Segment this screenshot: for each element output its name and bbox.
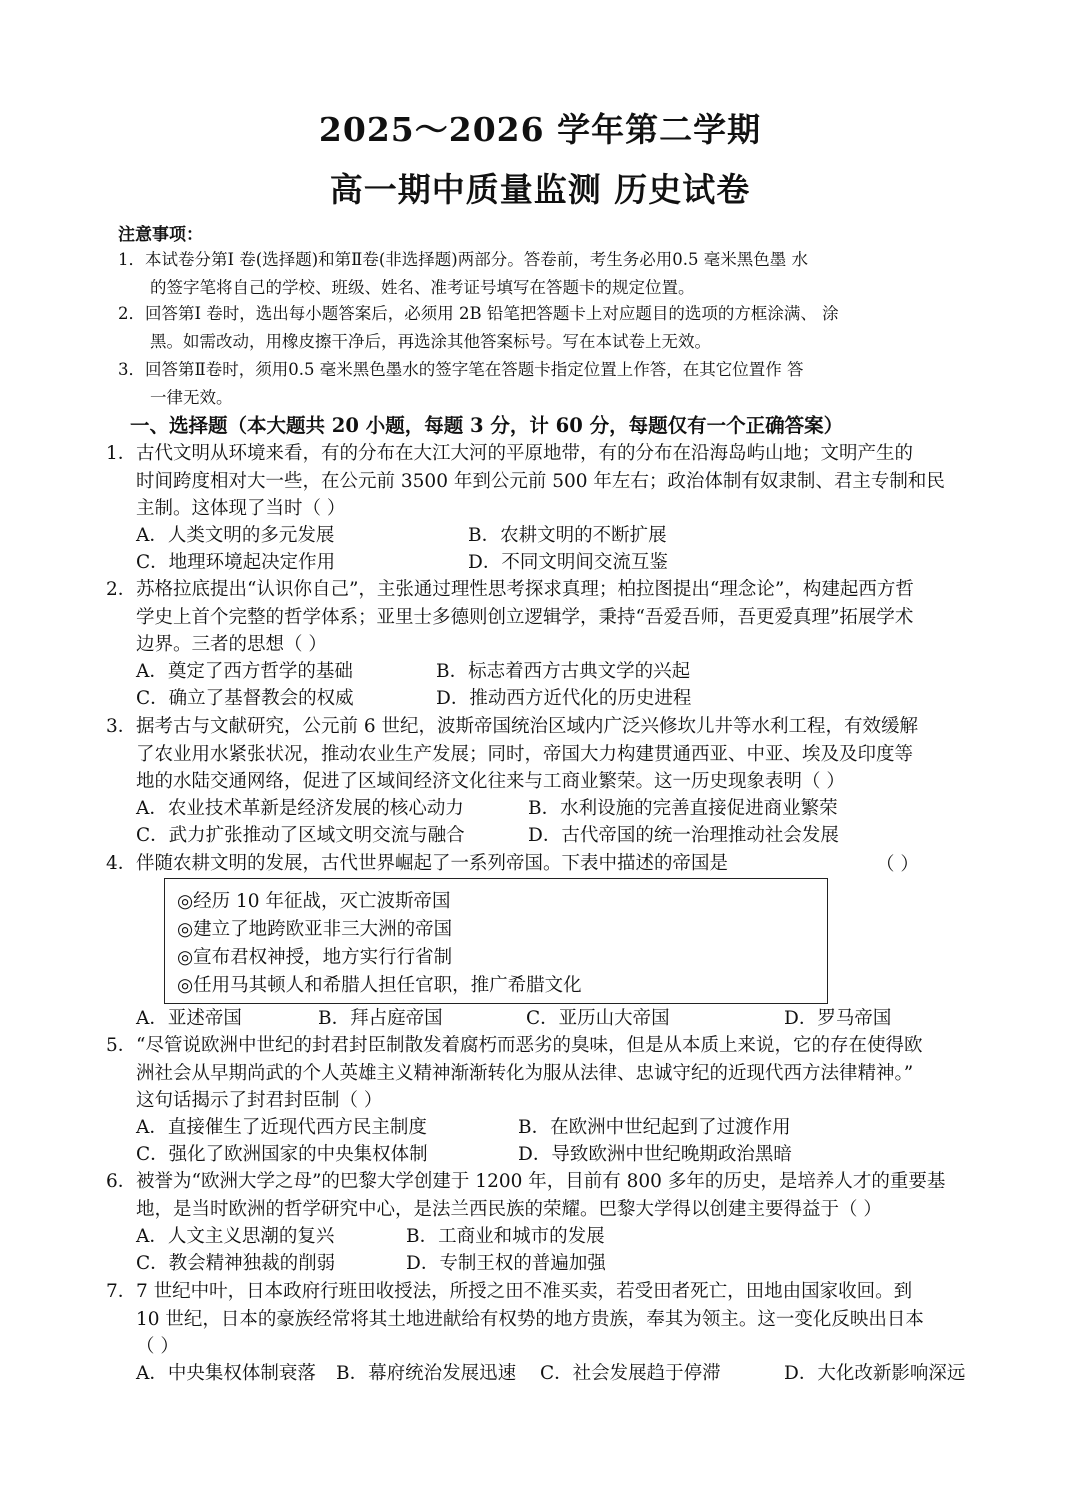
option-d[interactable]: D．罗马帝国 — [784, 1008, 892, 1029]
option-b[interactable]: B．在欧洲中世纪起到了过渡作用 — [518, 1117, 791, 1138]
exam-title-subject: 高一期中质量监测 历史试卷 — [329, 170, 751, 209]
question-number: 6． — [106, 1171, 137, 1192]
option-d[interactable]: D．古代帝国的统一治理推动社会发展 — [528, 825, 839, 846]
question-4 — [106, 850, 1001, 878]
notice-heading: 注意事项： — [118, 225, 203, 245]
option-b[interactable]: B．水利设施的完善直接促进商业繁荣 — [528, 798, 838, 819]
option-d[interactable]: D．专制王权的普遍加强 — [406, 1253, 606, 1274]
option-a[interactable]: A．亚述帝国 — [136, 1008, 242, 1029]
question-stem-line: 苏格拉底提出“认识你自己”，主张通过理性思考探求真理；柏拉图提出“理念论”，构建起西方哲 — [136, 579, 914, 600]
option-a[interactable]: A．人文主义思潮的复兴 — [136, 1226, 335, 1247]
question-stem-line: 边界。三者的思想（ ） — [136, 634, 327, 655]
table-row: ◎宣布君权神授，地方实行行省制 — [177, 947, 453, 968]
option-b[interactable]: B．幕府统治发展迅速 — [336, 1363, 517, 1384]
question-stem-line: 这句话揭示了封君封臣制（ ） — [136, 1090, 383, 1111]
question-stem-line: 古代文明从环境来看，有的分布在大江大河的平原地带，有的分布在沿海岛屿山地；文明产生的 — [136, 443, 914, 464]
question-number: 3． — [106, 716, 137, 737]
option-c[interactable]: C．强化了欧洲国家的中央集权体制 — [136, 1144, 428, 1165]
option-b[interactable]: B．农耕文明的不断扩展 — [468, 525, 667, 546]
question-stem-line: 被誉为“欧洲大学之母”的巴黎大学创建于 1200 年，目前有 800 多年的历史，是培养人才的重要基 — [136, 1171, 946, 1192]
question-stem-line: 据考古与文献研究，公元前 6 世纪，波斯帝国统治区域内广泛兴修坎儿井等水利工程，有效缓解 — [136, 716, 919, 737]
notice-line: 一律无效。 — [150, 388, 233, 407]
question-stem-line: 伴随农耕文明的发展，古代世界崛起了一系列帝国。下表中描述的帝国是 — [136, 853, 729, 874]
question-2 — [106, 576, 1001, 659]
question-7 — [106, 1278, 1001, 1361]
table-row: ◎任用马其顿人和希腊人担任官职，推广希腊文化 — [177, 975, 582, 996]
option-d[interactable]: D．不同文明间交流互鉴 — [468, 552, 668, 573]
option-c[interactable]: C．确立了基督教会的权威 — [136, 688, 354, 709]
table-row: ◎建立了地跨欧亚非三大洲的帝国 — [177, 919, 453, 940]
question-stem-line: （ ） — [136, 1336, 179, 1357]
question-1 — [106, 440, 1001, 523]
option-b[interactable]: B．工商业和城市的发展 — [406, 1226, 605, 1247]
question-number: 7． — [106, 1281, 137, 1302]
question-5 — [106, 1032, 1001, 1115]
option-a[interactable]: A．奠定了西方哲学的基础 — [136, 661, 353, 682]
option-b[interactable]: B．拜占庭帝国 — [318, 1008, 443, 1029]
question-stem-line: “尽管说欧洲中世纪的封君封臣制散发着腐朽而恶劣的臭味，但是从本质上来说，它的存在使得欧 — [136, 1035, 923, 1056]
option-c[interactable]: C．社会发展趋于停滞 — [540, 1363, 721, 1384]
option-c[interactable]: C．地理环境起决定作用 — [136, 552, 336, 573]
option-a[interactable]: A．农业技术革新是经济发展的核心动力 — [136, 798, 464, 819]
question-number: 1． — [106, 443, 137, 464]
question-stem-line: 主制。这体现了当时（ ） — [136, 498, 346, 519]
notice-item-1 — [118, 246, 998, 302]
notice-item-2 — [118, 300, 998, 356]
option-b[interactable]: B．标志着西方古典文学的兴起 — [436, 661, 691, 682]
question-stem-line: 时间跨度相对大一些，在公元前 3500 年到公元前 500 年左右；政治体制有奴隶制、君主专制和民 — [136, 470, 945, 492]
question-stem-line: 7 世纪中叶，日本政府行班田收授法，所授之田不准买卖，若受田者死亡，田地由国家收回。到 — [136, 1281, 913, 1302]
table-row: ◎经历 10 年征战，灭亡波斯帝国 — [177, 891, 451, 912]
option-c[interactable]: C．亚历山大帝国 — [526, 1008, 670, 1029]
question-6 — [106, 1168, 1001, 1223]
section-title: 一、选择题（本大题共 20 小题，每题 3 分，计 60 分，每题仅有一个正确答案） — [130, 414, 844, 437]
option-d[interactable]: D．大化改新影响深远 — [784, 1363, 966, 1384]
option-a[interactable]: A．直接催生了近现代西方民主制度 — [136, 1117, 427, 1138]
question-stem-line: 了农业用水紧张状况，推动农业生产发展；同时，帝国大力构建贯通西亚、中亚、埃及及印度等 — [136, 743, 914, 765]
question-3 — [106, 713, 1001, 796]
empire-description-table — [164, 878, 828, 1004]
answer-parentheses: （ ） — [876, 854, 919, 875]
option-a[interactable]: A．中央集权体制衰落 — [136, 1363, 316, 1384]
notice-line: 的签字笔将自己的学校、班级、姓名、准考证号填写在答题卡的规定位置。 — [150, 278, 695, 297]
question-stem-line: 地，是当时欧洲的哲学研究中心，是法兰西民族的荣耀。巴黎大学得以创建主要得益于（ ） — [136, 1198, 882, 1220]
option-d[interactable]: D．推动西方近代化的历史进程 — [436, 688, 692, 709]
exam-title-year: 2025～2026 学年第二学期 — [318, 110, 762, 149]
question-number: 2． — [106, 579, 137, 600]
notice-line: 1．本试卷分第Ⅰ 卷(选择题)和第Ⅱ卷(非选择题)两部分。答卷前，考生务必用0.5 毫米黑色墨 水 — [118, 250, 808, 269]
question-stem-line: 地的水陆交通网络，促进了区域间经济文化往来与工商业繁荣。这一历史现象表明（ ） — [136, 771, 845, 792]
notice-line: 3．回答第Ⅱ卷时，须用0.5 毫米黑色墨水的签字笔在答题卡指定位置上作答，在其它位置作 答 — [118, 360, 804, 379]
option-d[interactable]: D．导致欧洲中世纪晚期政治黑暗 — [518, 1144, 792, 1165]
question-stem-line: 洲社会从早期尚武的个人英雄主义精神渐渐转化为服从法律、忠诚守纪的近现代西方法律精神。” — [136, 1062, 914, 1084]
notice-line: 2．回答第Ⅰ 卷时，选出每小题答案后，必须用 2B 铅笔把答题卡上对应题目的选项的方框涂满、 涂 — [118, 304, 839, 323]
option-c[interactable]: C．教会精神独裁的削弱 — [136, 1253, 336, 1274]
notice-item-3 — [118, 356, 998, 412]
question-number: 4． — [106, 853, 137, 874]
option-a[interactable]: A．人类文明的多元发展 — [136, 525, 335, 546]
question-number: 5． — [106, 1035, 137, 1056]
question-stem-line: 10 世纪，日本的豪族经常将其土地进献给有权势的地方贵族，奉其为领主。这一变化反映出日本 — [136, 1308, 924, 1330]
notice-line: 黑。如需改动，用橡皮擦干净后，再选涂其他答案标号。写在本试卷上无效。 — [150, 332, 711, 351]
question-stem-line: 学史上首个完整的哲学体系；亚里士多德则创立逻辑学，秉持“吾爱吾师，吾更爱真理”拓展学术 — [136, 606, 914, 628]
option-c[interactable]: C．武力扩张推动了区域文明交流与融合 — [136, 825, 465, 846]
